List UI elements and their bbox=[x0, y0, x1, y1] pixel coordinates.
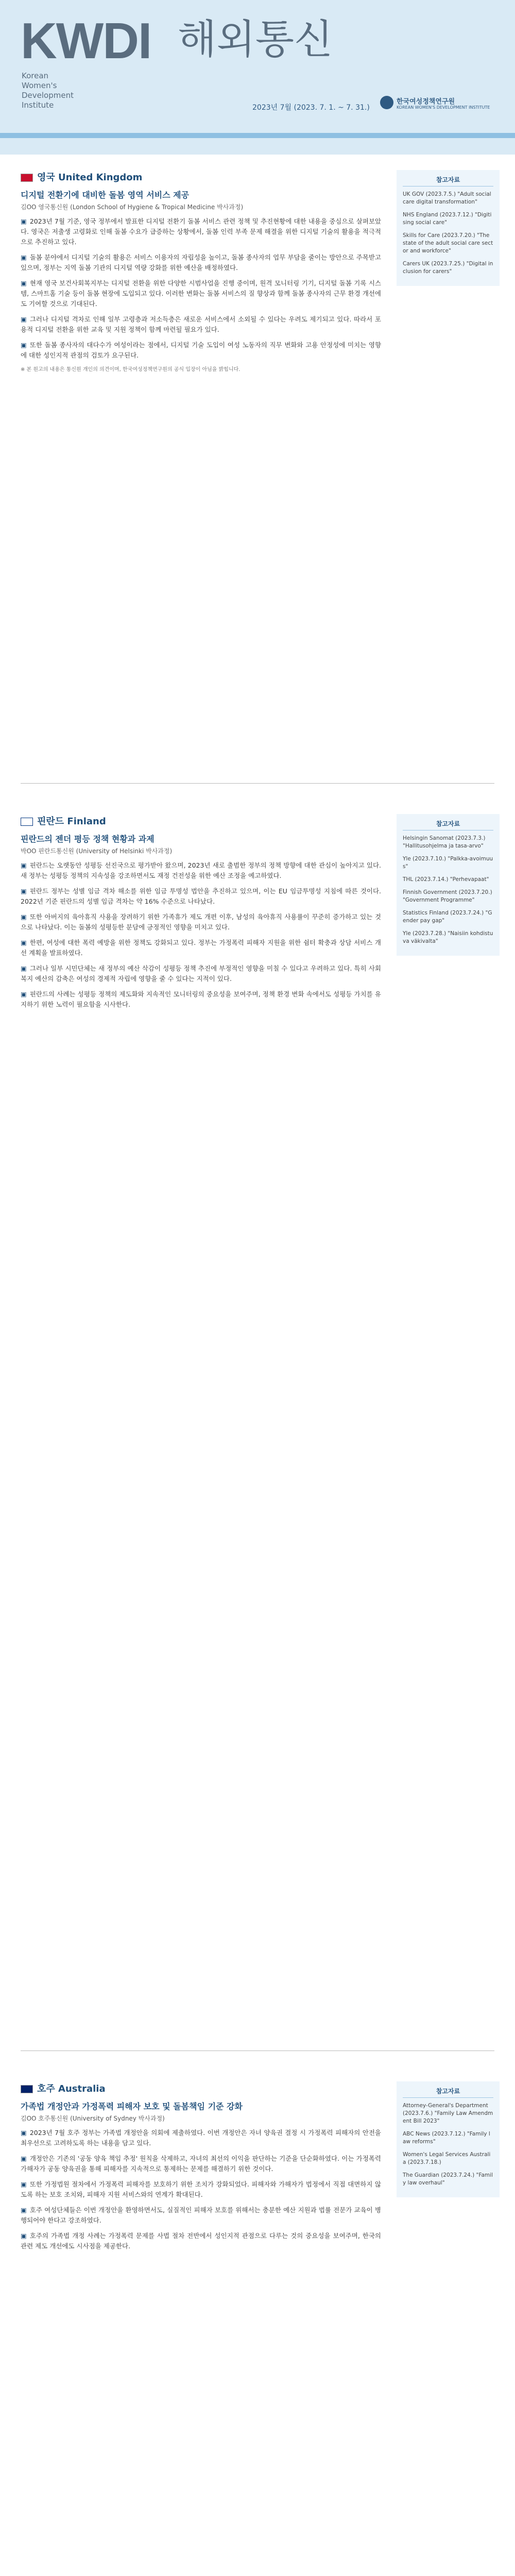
org-name-en: KOREAN WOMEN'S DEVELOPMENT INSTITUTE bbox=[397, 105, 490, 110]
article-author: 박OO 핀란드통신원 (University of Helsinki 박사과정) bbox=[21, 848, 173, 855]
masthead bbox=[0, 0, 515, 155]
masthead-logo: KWDI bbox=[21, 12, 151, 69]
org-name: 한국여성정책연구원 bbox=[397, 98, 455, 106]
article-note: ※ 본 원고의 내용은 통신원 개인의 의견이며, 한국여성정책연구원의 공식 입장이 아님을 밝힙니다. bbox=[21, 367, 241, 372]
article-author: 김OO 영국통신원 (London School of Hygiene & Tropical Medicine 박사과정) bbox=[21, 204, 244, 211]
article-title: 핀란드의 젠더 평등 정책 현황과 과제 bbox=[21, 834, 154, 844]
issue-date: 2023년 7월 (2023. 7. 1. ~ 7. 31.) bbox=[252, 104, 370, 112]
masthead-title: 해외통신 bbox=[178, 16, 333, 63]
article-author: 김OO 호주통신원 (University of Sydney 박사과정) bbox=[21, 2115, 165, 2122]
country-heading: 호주 Australia bbox=[21, 2081, 381, 2095]
refs-finland-1: 참고자료 Helsingin Sanomat (2023.7.3.) "Hallitusohjelma ja tasa-arvo" Yle (2023.7.10.) "Palkka-avoimuus" THL (2023.7.14.) "Perhevapaat" Finnish Government (2023.7.20.) "Government Programme" Statistics Finland (2023.7.24.) "Gender pay gap" Yle (2023.7.28.) "Naisiin kohdistuva väkivalta" bbox=[397, 814, 500, 956]
refs-australia: 참고자료 Attorney-General's Department (2023.7.6.) "Family Law Amendment Bill 2023" ABC News (2023.7.12.) "Family law reforms" Women's Legal Services Australia (2023.7.18.) The Guardian (2023.7.24.) "Family law overhaul" bbox=[397, 2081, 500, 2197]
article-body: ▣ 2023년 7월 호주 정부는 가족법 개정안을 의회에 제출하였다. 이번 개정안은 자녀 양육권 결정 시 가정폭력 피해자의 안전을 최우선으로 고려하도록 하는 내용을 담고 있다. ▣ 개정안은 기존의 '공동 양육 책임 추정' 원칙을 삭제하고, 자녀의 최선의 이익을 판단하는 기준을 단순화하였다. 이는 가정폭력 가해자가 공동 양육권을 통해 피해자를 지속적으로 통제하는 문제를 해결하기 위한 것이다. ▣ 또한 가정법원 절차에서 가정폭력 피해자를 보호하기 위한 조치가 강화되었다. 피해자와 가해자가 법정에서 직접 대면하지 않도록 하는 보호 조치와, 피해자 지원 서비스와의 연계가 확대된다. ▣ 호주 여성단체들은 이번 개정안을 환영하면서도, 실질적인 피해자 보호를 위해서는 충분한 예산 지원과 법률 전문가 교육이 병행되어야 한다고 강조하였다. ▣ 호주의 가족법 개정 사례는 가정폭력 문제를 사법 절차 전반에서 성인지적 관점으로 다루는 것의 중요성을 보여주며, 한국의 관련 제도 개선에도 시사점을 제공한다. bbox=[21, 2129, 381, 2250]
country-heading: 영국 United Kingdom bbox=[21, 170, 381, 183]
section-divider bbox=[21, 783, 494, 784]
finland-flag-icon bbox=[21, 818, 33, 826]
article-finland-1 bbox=[21, 814, 381, 1015]
country-heading: 핀란드 Finland bbox=[21, 814, 381, 827]
section-divider bbox=[21, 2050, 494, 2051]
article-uk bbox=[21, 170, 381, 374]
article-body: ▣ 핀란드는 오랫동안 성평등 선진국으로 평가받아 왔으며, 2023년 새로 출범한 정부의 정책 방향에 대한 관심이 높아지고 있다. 새 정부는 성평등 정책의 지속성을 강조하면서도 재정 건전성을 위한 예산 조정을 예고하였다. ▣ 핀란드 정부는 성별 임금 격차 해소를 위한 임금 투명성 법안을 추진하고 있으며, 이는 EU 임금투명성 지침에 따른 것이다. 2022년 기준 핀란드의 성별 임금 격차는 약 16% 수준으로 나타났다. ▣ 또한 아버지의 육아휴직 사용을 장려하기 위한 가족휴가 제도 개편 이후, 남성의 육아휴직 사용률이 꾸준히 증가하고 있는 것으로 나타났다. 이는 돌봄의 성평등한 분담에 긍정적인 영향을 미치고 있다. ▣ 한편, 여성에 대한 폭력 예방을 위한 정책도 강화되고 있다. 정부는 가정폭력 피해자 지원을 위한 쉼터 확충과 상담 서비스 개선 계획을 발표하였다. ▣ 그러나 일부 시민단체는 새 정부의 예산 삭감이 성평등 정책 추진에 부정적인 영향을 미칠 수 있다고 우려하고 있다. 특히 사회복지 예산의 감축은 여성의 경제적 자립에 영향을 줄 수 있다는 지적이 있다. ▣ 핀란드의 사례는 성평등 정책의 제도화와 지속적인 모니터링의 중요성을 보여주며, 정책 환경 변화 속에서도 성평등 가치를 유지하기 위한 노력이 필요함을 시사한다. bbox=[21, 861, 381, 1008]
uk-flag-icon bbox=[21, 174, 33, 182]
org-logo-icon bbox=[380, 96, 393, 109]
article-title: 디지털 전환기에 대비한 돌봄 영역 서비스 제공 bbox=[21, 190, 190, 200]
masthead-subtitle: Korean Women's Development Institute bbox=[22, 71, 74, 110]
article-body: ▣ 2023년 7월 기준, 영국 정부에서 발표한 디지털 전환기 돌봄 서비스 관련 정책 및 추진현황에 대한 내용을 중심으로 살펴보았다. 영국은 저출생 고령화로 인해 돌봄 수요가 급증하는 상황에서, 돌봄 인력 부족 문제 해결을 위한 디지털 기술의 활용을 적극적으로 추진하고 있다. ▣ 돌봄 분야에서 디지털 기술의 활용은 서비스 이용자의 자립성을 높이고, 돌봄 종사자의 업무 부담을 줄이는 방안으로 주목받고 있으며, 정부는 지역 돌봄 기관의 디지털 역량 강화를 위한 예산을 배정하였다. ▣ 현재 영국 보건사회복지부는 디지털 전환을 위한 다양한 시범사업을 진행 중이며, 원격 모니터링 기기, 디지털 돌봄 기록 시스템, 스마트홈 기술 등이 돌봄 현장에 도입되고 있다. 이러한 변화는 돌봄 서비스의 질 향상과 함께 돌봄 종사자의 근무 환경 개선에도 기여할 것으로 기대된다. ▣ 그러나 디지털 격차로 인해 일부 고령층과 저소득층은 새로운 서비스에서 소외될 수 있다는 우려도 제기되고 있다. 따라서 포용적 디지털 전환을 위한 교육 및 지원 정책이 함께 마련될 필요가 있다. ▣ 또한 돌봄 종사자의 대다수가 여성이라는 점에서, 디지털 기술 도입이 여성 노동자의 직무 변화와 고용 안정성에 미치는 영향에 대한 성인지적 관점의 검토가 요구된다. bbox=[21, 217, 381, 359]
refs-uk: 참고자료 UK GOV (2023.7.5.) "Adult social care digital transformation" NHS England (2023.7.12.) "Digitising social care" Skills for Care (2023.7.20.) "The state of the adult social care sector and workforce" Carers UK (2023.7.25.) "Digital inclusion for carers" bbox=[397, 170, 500, 286]
australia-flag-icon bbox=[21, 2085, 33, 2093]
article-australia bbox=[21, 2081, 381, 2257]
masthead-bar bbox=[0, 133, 515, 138]
article-title: 가족법 개정안과 가정폭력 피해자 보호 및 돌봄책임 기준 강화 bbox=[21, 2102, 243, 2111]
